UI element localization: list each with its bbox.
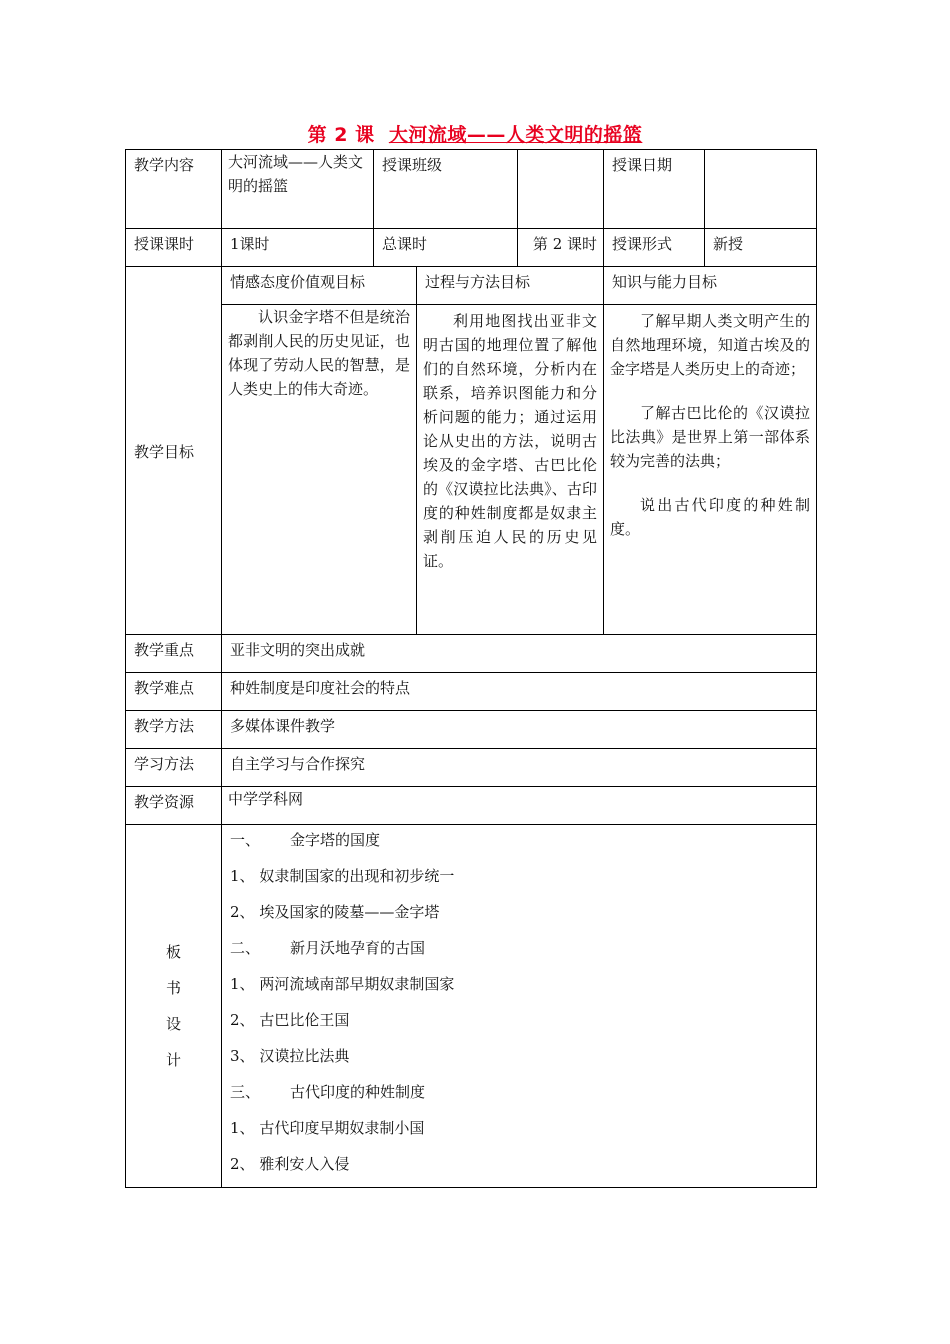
board-line-num: 2、 (230, 1155, 255, 1173)
goals-content-row (126, 305, 817, 635)
board-line-text: 埃及国家的陵墓——金字塔 (259, 903, 440, 921)
board-label-char-1: 板 (165, 943, 181, 961)
board-line (230, 933, 810, 969)
focus-row (126, 635, 817, 673)
board-line-num: 二、 (230, 939, 261, 957)
difficulty-value: 种姓制度是印度社会的特点 (222, 673, 817, 711)
content-label: 教学内容 (126, 150, 222, 229)
goal-knowledge-1: 了解早期人类文明产生的自然地理环境，知道古埃及的金字塔是人类历史上的奇迹； (610, 312, 811, 378)
board-label-char-2: 书 (165, 979, 181, 997)
resource-value: 中学学科网 (222, 787, 817, 825)
board-line-num: 三、 (230, 1083, 261, 1101)
goal-knowledge-3: 说出古代印度的种姓制度。 (610, 496, 811, 538)
study-label: 学习方法 (126, 749, 222, 787)
board-line-text: 古代印度早期奴隶制小国 (259, 1119, 425, 1137)
board-line-num: 1、 (230, 1119, 255, 1137)
board-line-text: 新月沃地孕育的古国 (290, 939, 426, 957)
content-value: 大河流域——人类文明的摇篮 (222, 150, 374, 229)
board-label-char-4: 计 (165, 1051, 181, 1069)
study-value: 自主学习与合作探究 (222, 749, 817, 787)
board-line-num: 2、 (230, 1011, 255, 1029)
goal-emotion-text: 认识金字塔不但是统治都剥削人民的历史见证，也体现了劳动人民的智慧，是人类史上的伟大奇迹。 (228, 308, 410, 398)
date-label: 授课日期 (604, 150, 705, 229)
class-value (518, 150, 604, 229)
board-line (230, 825, 810, 861)
lesson-plan-table (125, 149, 817, 1188)
total-label: 总课时 (374, 229, 518, 267)
difficulty-row (126, 673, 817, 711)
hours-value: 1课时 (222, 229, 374, 267)
goal-process-text: 利用地图找出亚非文明古国的地理位置了解他们的自然环境，分析内在联系，培养识图能力和分析问题的能力；通过运用论从史出的方法，说明古埃及的金字塔、古巴比伦的《汉谟拉比法典》、古印度的种姓制度都是奴隶主剥削压迫人民的历史见证。 (423, 312, 598, 570)
board-line-text: 两河流域南部早期奴隶制国家 (259, 975, 455, 993)
board-line (230, 969, 810, 1005)
focus-label: 教学重点 (126, 635, 222, 673)
content-row (126, 150, 817, 229)
goal-header-emotion: 情感态度价值观目标 (222, 267, 417, 305)
board-label-char-3: 设 (165, 1015, 181, 1033)
form-value: 新授 (705, 229, 817, 267)
board-line-num: 1、 (230, 867, 255, 885)
hours-row (126, 229, 817, 267)
method-value: 多媒体课件教学 (222, 711, 817, 749)
class-label: 授课班级 (374, 150, 518, 229)
goal-emotion (222, 305, 417, 635)
board-line-text: 古巴比伦王国 (259, 1011, 350, 1029)
board-line-num: 2、 (230, 903, 255, 921)
date-value (705, 150, 817, 229)
page-title (0, 120, 950, 147)
board-line (230, 1149, 810, 1185)
board-line-num: 1、 (230, 975, 255, 993)
board-line-num: 3、 (230, 1047, 255, 1065)
difficulty-label: 教学难点 (126, 673, 222, 711)
method-label: 教学方法 (126, 711, 222, 749)
board-line-text: 古代印度的种姓制度 (290, 1083, 426, 1101)
board-line-text: 奴隶制国家的出现和初步统一 (259, 867, 455, 885)
board-line (230, 1077, 810, 1113)
board-line (230, 1005, 810, 1041)
method-row (126, 711, 817, 749)
study-row (126, 749, 817, 787)
board-line-num: 一、 (230, 831, 261, 849)
board-content (222, 825, 817, 1188)
resource-row (126, 787, 817, 825)
board-line-text: 汉谟拉比法典 (259, 1047, 350, 1065)
form-label: 授课形式 (604, 229, 705, 267)
board-label (126, 825, 222, 1188)
resource-label: 教学资源 (126, 787, 222, 825)
board-line-text: 雅利安人入侵 (259, 1155, 350, 1173)
board-line (230, 897, 810, 933)
board-line (230, 861, 810, 897)
hours-label: 授课课时 (126, 229, 222, 267)
goal-header-knowledge: 知识与能力目标 (604, 267, 817, 305)
goal-header-process: 过程与方法目标 (417, 267, 604, 305)
goal-knowledge-2: 了解古巴比伦的《汉谟拉比法典》是世界上第一部体系较为完善的法典； (610, 404, 811, 470)
board-line (230, 1113, 810, 1149)
board-line (230, 1041, 810, 1077)
goals-header-row (126, 267, 817, 305)
title-prefix: 第 2 课 (307, 124, 375, 146)
board-line-text: 金字塔的国度 (290, 831, 381, 849)
goal-process (417, 305, 604, 635)
goal-knowledge (604, 305, 817, 635)
board-row (126, 825, 817, 1188)
title-main: 大河流域——人类文明的摇篮 (388, 124, 643, 146)
total-value: 第 2 课时 (518, 229, 604, 267)
focus-value: 亚非文明的突出成就 (222, 635, 817, 673)
goals-label: 教学目标 (126, 267, 222, 635)
